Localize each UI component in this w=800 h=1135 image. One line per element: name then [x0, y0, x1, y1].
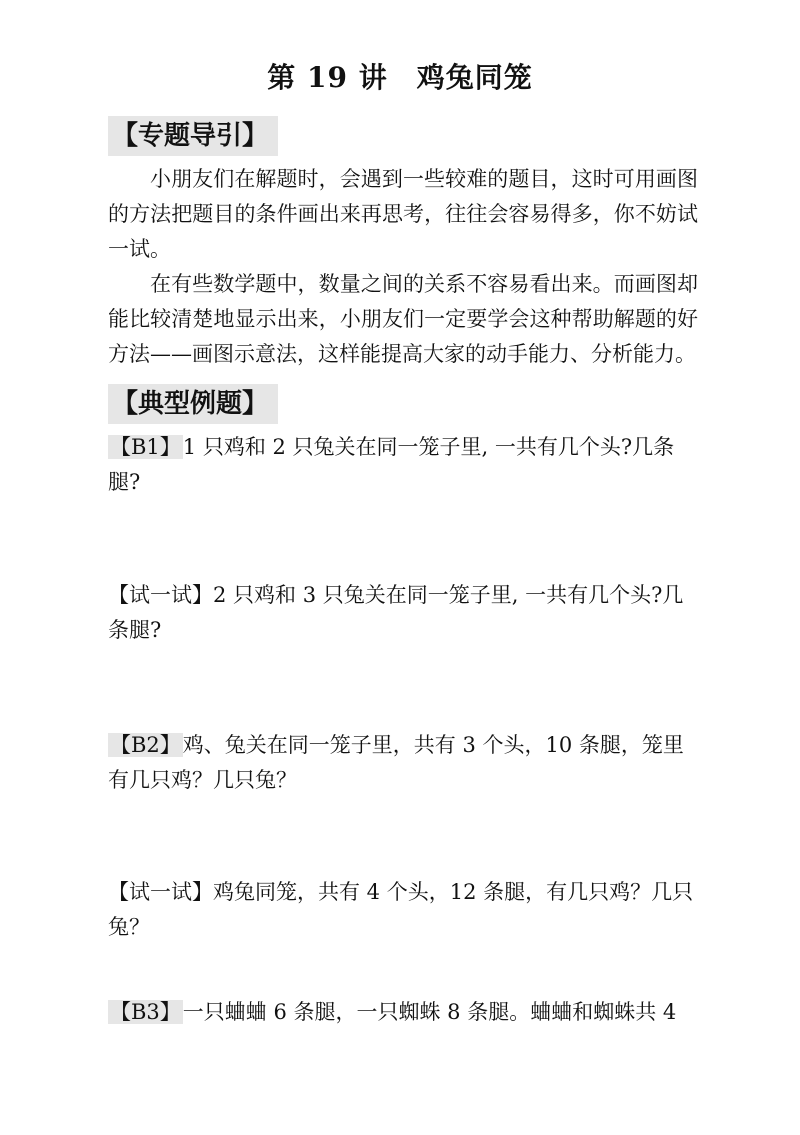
problem-text: 鸡兔同笼，共有 4 个头，12 条腿，有几只鸡？几只兔？	[108, 880, 694, 939]
problem-try-1	[108, 578, 698, 648]
intro-paragraph-1: 小朋友们在解题时，会遇到一些较难的题目，这时可用画图的方法把题目的条件画出来再思考，往往会容易得多，你不妨试一试。	[108, 167, 698, 261]
problem-text: 2 只鸡和 3 只兔关在同一笼子里, 一共有几个头?几条腿?	[108, 583, 684, 642]
problem-tag: 【B1】	[110, 435, 181, 459]
intro-paragraph-2: 在有些数学题中，数量之间的关系不容易看出来。而画图却能比较清楚地显示出来，小朋友们一定要学会这种帮助解题的好方法——画图示意法，这样能提高大家的动手能力、分析能力。	[108, 272, 698, 366]
problem-b3	[108, 995, 698, 1030]
problem-text: 1 只鸡和 2 只兔关在同一笼子里, 一共有几个头?几条腿?	[108, 435, 675, 494]
problem-tag: 【B2】	[110, 733, 181, 757]
problem-b1	[108, 430, 698, 500]
section-heading-intro: 【专题导引】	[108, 116, 278, 156]
problem-tag: 【B3】	[110, 1000, 181, 1024]
problem-text: 一只蛐蛐 6 条腿，一只蜘蛛 8 条腿。蛐蛐和蜘蛛共 4	[182, 1000, 677, 1024]
problem-try-2	[108, 875, 698, 945]
problem-tag: 【试一试】	[108, 583, 213, 607]
section-heading-examples: 【典型例题】	[108, 384, 278, 424]
problem-text: 鸡、兔关在同一笼子里，共有 3 个头，10 条腿，笼里有几只鸡？几只兔？	[108, 733, 684, 792]
page-title: 第 19 讲 鸡兔同笼	[267, 61, 533, 94]
problem-b2	[108, 728, 698, 798]
problem-tag: 【试一试】	[108, 880, 213, 904]
